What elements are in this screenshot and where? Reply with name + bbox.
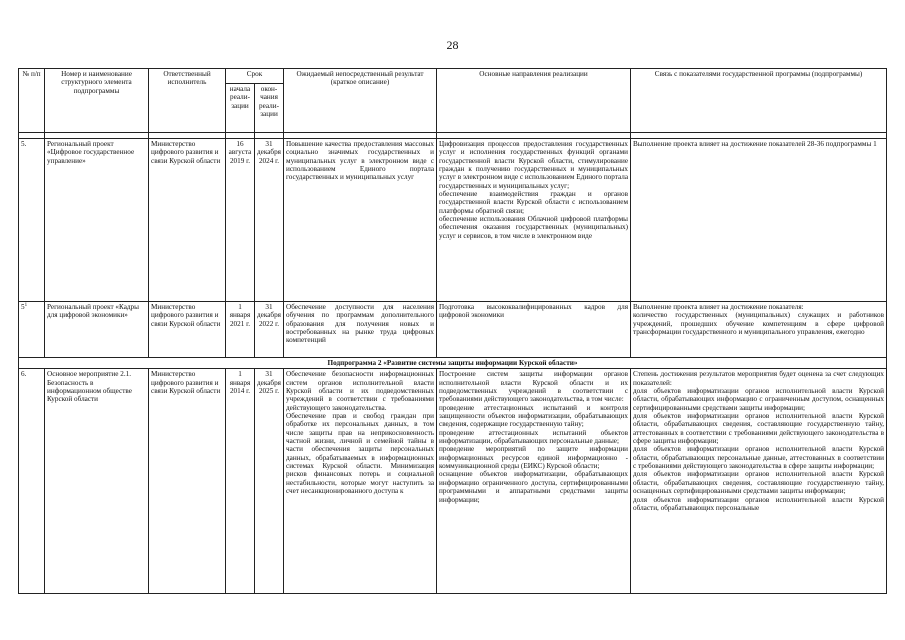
col-header-num: № п/п <box>19 69 45 133</box>
row-result: Повышение качества предоставления массовых социально значимых государственных и муниципальных услуг в электронном виде с использованием Единого портала государственных и муниципальных услуг <box>284 139 437 302</box>
subprogram-title: Подпрограмма 2 «Развитие системы защиты информации Курской области» <box>19 358 887 369</box>
row-end: 31 декабря 2022 г. <box>255 302 284 358</box>
page-number: 28 <box>446 38 459 52</box>
col-header-name: Номер и наименование структурного элемента подпрограммы <box>45 69 149 133</box>
row-executor: Министерство цифрового развития и связи Курской области <box>149 302 226 358</box>
row-num: 6. <box>19 369 45 594</box>
table-row <box>19 302 887 358</box>
program-table <box>18 68 887 594</box>
col-header-link: Связь с показателями государственной программы (подпрограммы) <box>631 69 887 133</box>
table-row <box>19 139 887 302</box>
header-row <box>19 69 887 84</box>
col-header-result: Ожидаемый непосредственный результат (краткое описание) <box>284 69 437 133</box>
row-num-main: 5 <box>21 303 25 311</box>
row-name: Основное мероприятие 2.1. Безопасность в информационном обществе Курской области <box>45 369 149 594</box>
row-end: 31 декабря 2024 г. <box>255 139 284 302</box>
subprogram-row <box>19 358 887 369</box>
col-header-term: Срок <box>226 69 284 84</box>
col-header-executor: Ответственный исполнитель <box>149 69 226 133</box>
row-link: Выполнение проекта влияет на достижение показателя: количество государственных (муниципальных) служащих и работников учреждений, прошедших обучение компетенциям в сфере цифровой трансформации государственного и муниципального управления, ежегодно <box>631 302 887 358</box>
col-header-term-start: начала реали- зации <box>226 84 255 133</box>
col-header-directions: Основные направления реализации <box>437 69 631 133</box>
row-end: 31 декабря 2025 г. <box>255 369 284 594</box>
table-row <box>19 369 887 594</box>
row-num: 5. <box>19 139 45 302</box>
row-num <box>19 302 45 358</box>
row-directions: Подготовка высококвалифицированных кадров для цифровой экономики <box>437 302 631 358</box>
col-header-term-end: окон- чания реали- зации <box>255 84 284 133</box>
row-link: Выполнение проекта влияет на достижение показателей 28-36 подпрограммы 1 <box>631 139 887 302</box>
row-directions: Построение систем защиты информации органов исполнительной власти Курской области и их подведомственных учреждений в соответствии с требованиями действующего законодательства, в том числе: проведение аттестационных испытаний и контроля защищенности объектов информатизации, обрабатывающих сведения, содержащие государственную тайну; проведение аттестационных испытаний объектов информатизации, обрабатывающих персональные данные; проведение мероприятий по защите информации информационных ресурсов единой информационно - коммуникационной среды (ЕИКС) Курской области; оснащение объектов информатизации, обрабатывающих информацию ограниченного доступа, сертифицированными программными и аппаратными средствами защиты информации; <box>437 369 631 594</box>
row-result: Обеспечение безопасности информационных систем органов исполнительной власти Курской области и их подведомственных учреждений в соответствии с требованиями действующего законодательства. Обеспечение прав и свобод граждан при обработке их персональных данных, в том числе защиты прав на неприкосновенность частной жизни, личной и семейной тайны в части обеспечения защиты персональных данных, обрабатываемых в информационных системах Курской области. Минимизация рисков финансовых потерь и социальной нестабильности, которые могут наступить за счет несанкционированного доступа к <box>284 369 437 594</box>
row-name: Региональный проект «Кадры для цифровой экономики» <box>45 302 149 358</box>
row-num-sup: 1 <box>24 303 28 308</box>
row-link: Степень достижения результатов мероприятия будет оценена за счет следующих показателей: доля объектов информатизации органов исполнительной власти Курской области, обрабатывающих информацию с ограниченным доступом, оснащенных сертифицированными средствами защиты информации; доля объектов информатизации органов исполнительной власти Курской области, обрабатывающих сведения, составляющие государственную тайну, аттестованных в соответствии с требованиями действующего законодательства в сфере защиты информации; доля объектов информатизации органов исполнительной власти Курской области, обрабатывающих персональные данные, аттестованных в соответствии с требованиями действующего законодательства в сфере защиты информации; доля объектов информатизации органов исполнительной власти Курской области, обрабатывающих сведения, составляющие государственную тайну, оснащенных сертифицированными средствами защиты информации; доля объектов информатизации органов исполнительной власти Курской области, обрабатывающих персональные <box>631 369 887 594</box>
row-directions: Цифровизация процессов предоставления государственных услуг и исполнения государственных функций органами государственной власти Курской области, стимулирование граждан к получению государственных и муниципальных услуг в электронном виде с использованием Единого портала государственных и муниципальных услуг; обеспечение взаимодействия граждан и органов государственной власти Курской области с использованием платформы обратной связи; обеспечение использования Облачной цифровой платформы обеспечения оказания государственных (муниципальных) услуг и сервисов, в том числе в электронном виде <box>437 139 631 302</box>
row-executor: Министерство цифрового развития и связи Курской области <box>149 139 226 302</box>
row-executor: Министерство цифрового развития и связи Курской области <box>149 369 226 594</box>
row-start: 16 августа 2019 г. <box>226 139 255 302</box>
row-result: Обеспечение доступности для населения обучения по программам дополнительного образования для получения новых и востребованных на рынке труда цифровых компетенций <box>284 302 437 358</box>
row-name: Региональный проект «Цифровое государственное управление» <box>45 139 149 302</box>
row-start: 1 января 2014 г. <box>226 369 255 594</box>
row-start: 1 января 2021 г. <box>226 302 255 358</box>
